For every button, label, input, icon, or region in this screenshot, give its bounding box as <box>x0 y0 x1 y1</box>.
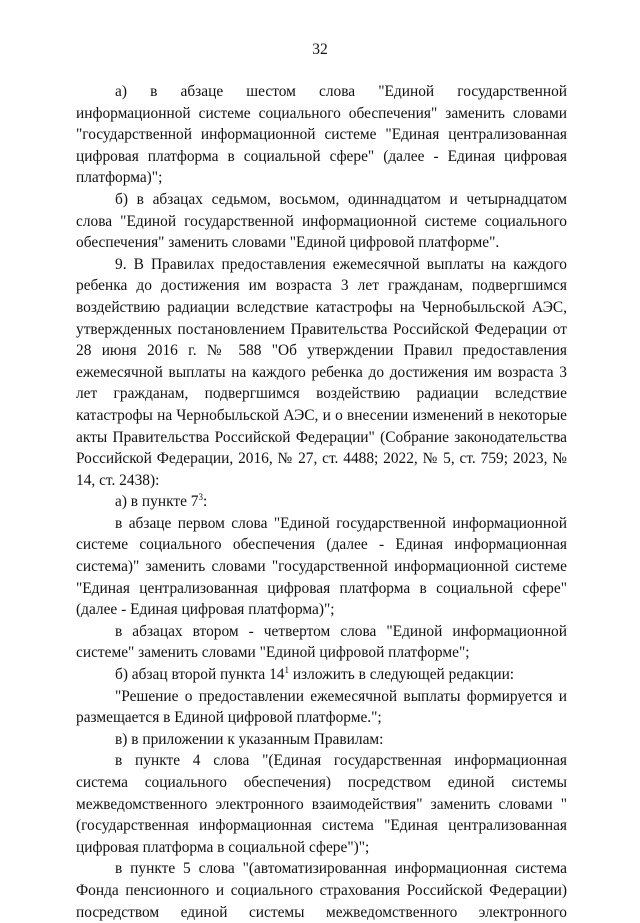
paragraph-text: а) в пункте 7 <box>115 493 199 511</box>
paragraph-text: "Решение о предоставлении ежемесячной выплаты формируется и размещается в Единой цифровой платформе."; <box>76 687 567 727</box>
paragraph <box>76 81 567 189</box>
paragraph-text: в абзаце первом слова "Единой государственной информационной системе социального обеспечения (далее - Единая информационная система)" заменить словами "государственной информационной системе "Единая централизованная цифровая платформа в социальной сфере" (далее - Единая цифровая платформа)"; <box>76 514 567 619</box>
paragraph <box>76 686 567 729</box>
paragraph <box>76 729 567 751</box>
paragraph-text: в) в приложении к указанным Правилам: <box>115 730 384 748</box>
paragraph <box>76 750 567 858</box>
superscript: 3 <box>198 492 203 503</box>
paragraph-text: а) в абзаце шестом слова "Единой государственной информационной системе социального обеспечения" заменить словами "государственной информационной системе "Единая централизованная цифровая платформа в социальной сфере" (далее - Единая цифровая платформа)"; <box>76 83 567 187</box>
paragraph <box>76 858 567 923</box>
paragraph <box>76 664 567 686</box>
paragraph <box>76 513 567 621</box>
paragraph <box>76 621 567 664</box>
paragraph <box>76 491 567 513</box>
page-number: 32 <box>312 41 328 58</box>
paragraph-text: в пункте 4 слова "(Единая государственная информационная система социального обеспечения) посредством единой системы межведомственного электронного взаимодействия" заменить словами "(государственная информационная система "Единая централизованная цифровая платформа в социальной сфере")"; <box>76 752 567 856</box>
document-body <box>76 81 567 923</box>
paragraph-text: в абзацах втором - четвертом слова "Единой информационной системе" заменить словами "Единой цифровой платформе"; <box>76 622 567 662</box>
paragraph-text: в пункте 5 слова "(автоматизированная информационная система Фонда пенсионного и социального страхования Российской Федерации) посредством единой системы межведомственного электронного <box>76 860 567 921</box>
paragraph-text: 9. В Правилах предоставления ежемесячной выплаты на каждого ребенка до достижения им возраста 3 лет гражданам, подвергшимся воздействию радиации вследствие катастрофы на Чернобыльской АЭС, утвержденных постановлением Правительства Российской Федерации от 28 июня 2016 г. № 588 "Об утверждении Правил предоставления ежемесячной выплаты на каждого ребенка до достижения им возраста 3 лет гражданам, подвергшимся воздействию радиации вследствие катастрофы на Чернобыльской АЭС, и о внесении изменений в некоторые акты Правительства Российской Федерации" (Собрание законодательства Российской Федерации, 2016, № 27, ст. 4488; 2022, № 5, ст. 759; 2023, № 14, ст. 2438): <box>76 255 567 489</box>
paragraph-text-continued: : <box>202 493 208 511</box>
paragraph-text: б) абзац второй пункта 14 <box>115 666 285 684</box>
superscript: 1 <box>284 665 289 676</box>
paragraph <box>76 189 567 254</box>
paragraph-text-continued: изложить в следующей редакции: <box>288 666 515 684</box>
paragraph <box>76 254 567 492</box>
paragraph-text: б) в абзацах седьмом, восьмом, одиннадцатом и четырнадцатом слова "Единой государственной информационной системе социального обеспечения" заменить словами "Единой цифровой платформе". <box>76 190 567 252</box>
